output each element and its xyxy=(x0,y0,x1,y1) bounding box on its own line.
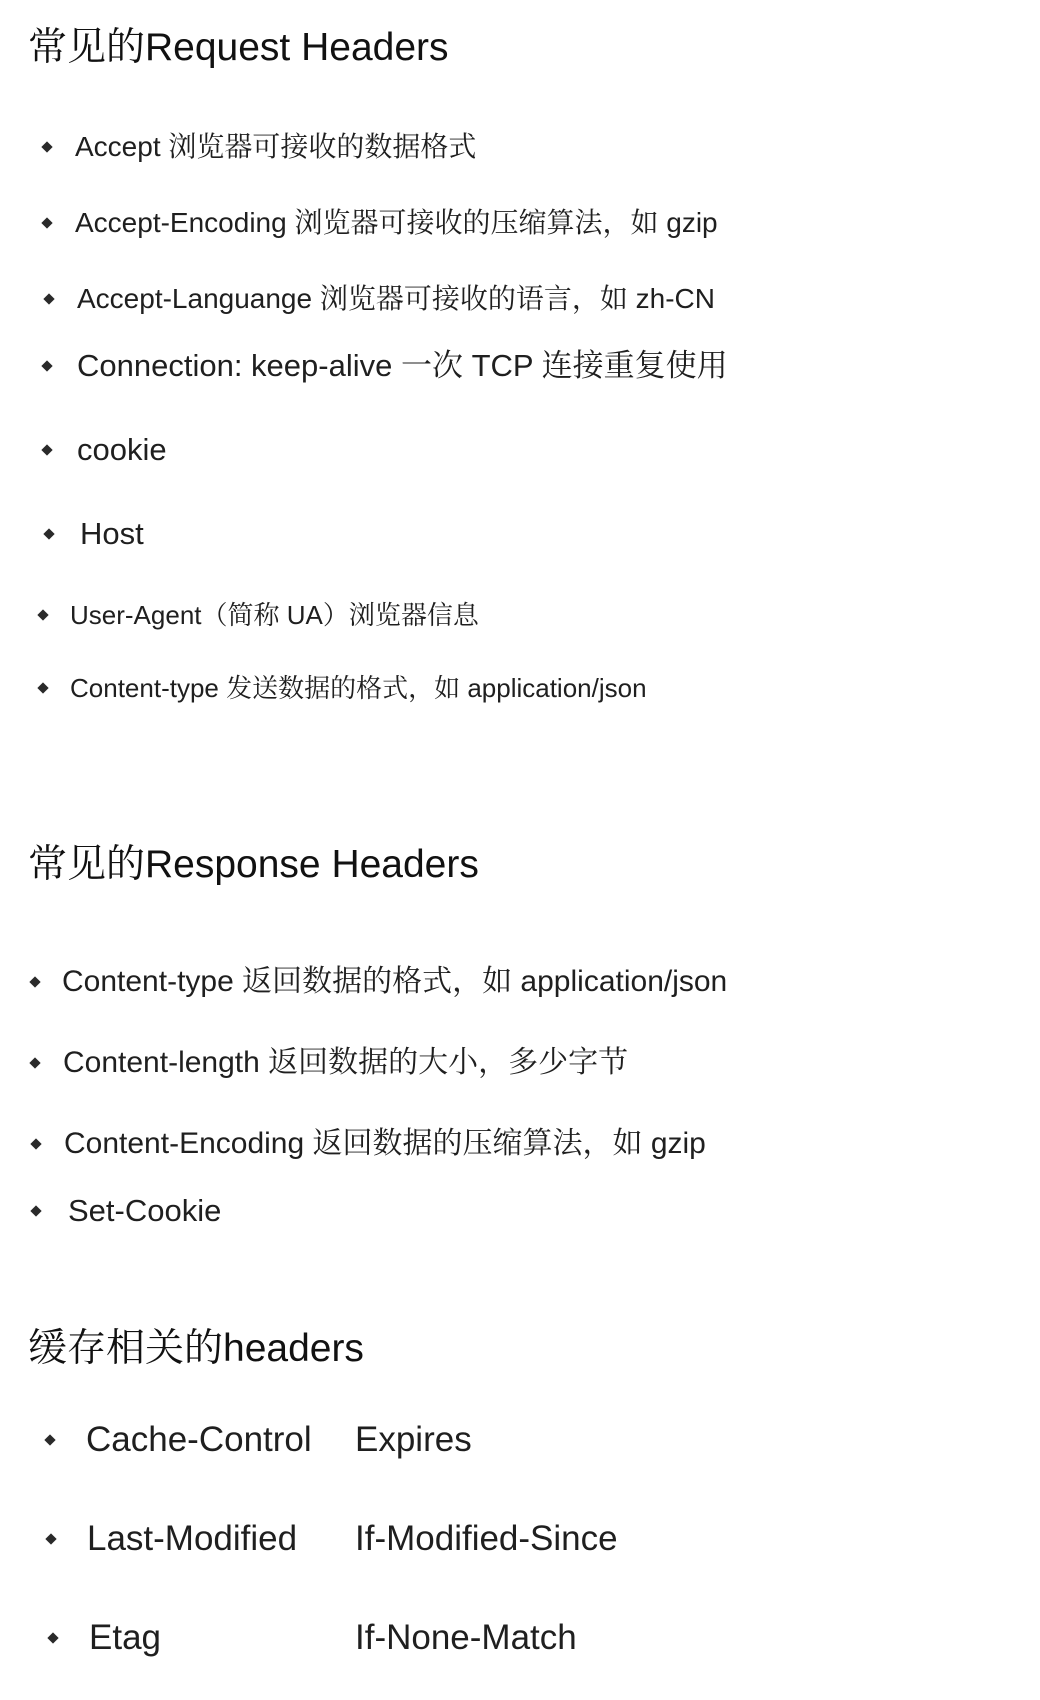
response-header-text: Content-Encoding 返回数据的压缩算法，如 gzip xyxy=(64,1127,706,1160)
request-header-item xyxy=(70,602,479,628)
response-headers-title: 常见的Response Headers xyxy=(28,843,479,886)
cache-header-row xyxy=(89,1620,161,1655)
cache-header-row xyxy=(87,1521,297,1556)
cache-header-right: If-None-Match xyxy=(355,1618,577,1657)
request-header-text: Connection: keep-alive 一次 TCP 连接重复使用 xyxy=(77,348,728,383)
response-header-item xyxy=(63,1048,628,1078)
response-header-item xyxy=(62,967,727,997)
request-header-item xyxy=(80,518,144,549)
request-header-text: Accept-Encoding 浏览器可接收的压缩算法，如 gzip xyxy=(75,207,718,238)
cache-header-left: Cache-Control xyxy=(86,1420,312,1459)
diamond-bullet-icon xyxy=(47,1632,58,1643)
diamond-bullet-icon xyxy=(41,217,52,228)
cache-header-left: Last-Modified xyxy=(87,1519,298,1558)
diamond-bullet-icon xyxy=(43,293,54,304)
request-header-item xyxy=(75,133,476,161)
cache-header-row xyxy=(86,1422,312,1457)
diamond-bullet-icon xyxy=(30,1205,41,1216)
diamond-bullet-icon xyxy=(37,609,48,620)
request-header-item xyxy=(75,209,718,237)
request-header-text: Content-type 发送数据的格式，如 application/json xyxy=(70,673,647,703)
response-header-text: Content-length 返回数据的大小，多少字节 xyxy=(63,1046,629,1079)
request-header-text: User-Agent（简称 UA）浏览器信息 xyxy=(70,600,479,630)
request-header-text: Host xyxy=(80,516,144,551)
request-header-text: Accept 浏览器可接收的数据格式 xyxy=(75,131,477,162)
diamond-bullet-icon xyxy=(45,1533,56,1544)
diamond-bullet-icon xyxy=(41,360,52,371)
request-header-item xyxy=(77,350,728,381)
diamond-bullet-icon xyxy=(30,1138,41,1149)
request-header-item xyxy=(77,285,715,313)
diamond-bullet-icon xyxy=(41,141,52,152)
diamond-bullet-icon xyxy=(29,1057,40,1068)
request-header-item xyxy=(70,675,647,701)
diamond-bullet-icon xyxy=(43,528,54,539)
request-header-item xyxy=(77,434,167,465)
diamond-bullet-icon xyxy=(37,682,48,693)
cache-header-right: If-Modified-Since xyxy=(355,1519,618,1558)
cache-headers-title: 缓存相关的headers xyxy=(28,1327,364,1370)
diamond-bullet-icon xyxy=(29,976,40,987)
response-header-item xyxy=(64,1129,706,1159)
request-header-text: Accept-Languange 浏览器可接收的语言，如 zh-CN xyxy=(77,283,715,314)
response-header-text: Content-type 返回数据的格式，如 application/json xyxy=(62,965,728,998)
response-header-text: Set-Cookie xyxy=(68,1193,222,1228)
request-header-text: cookie xyxy=(77,432,167,467)
diamond-bullet-icon xyxy=(41,444,52,455)
response-header-item xyxy=(68,1195,221,1226)
cache-header-right: Expires xyxy=(355,1420,472,1459)
cache-header-left: Etag xyxy=(89,1618,161,1657)
request-headers-title: 常见的Request Headers xyxy=(28,26,449,69)
diamond-bullet-icon xyxy=(44,1434,55,1445)
